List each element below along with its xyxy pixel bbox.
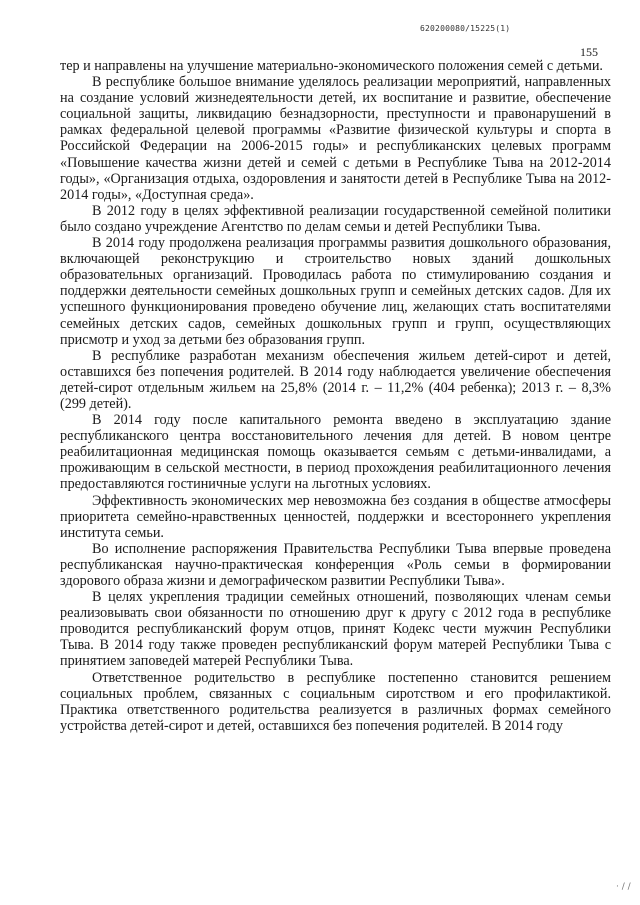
paragraph: В 2014 году после капитального ремонта введено в эксплуатацию здание республиканского центра восстановительного лечения для детей. В новом центре реабилитационная медицинская помощь оказывается семьям с детьми-инвалидами, а проживающим в сельской местности, в период прохождения реабилитационного лечения предоставляются гостиничные услуги на льготных условиях. (60, 412, 611, 493)
document-body (60, 58, 611, 734)
paragraph: В целях укрепления традиции семейных отношений, позволяющих членам семьи реализовывать свои обязанности по отношению друг к другу с 2012 года в республике проводится республиканский форум отцов, принят Кодекс чести мужчин Республики Тыва. В 2014 году также проведен республиканский форум матерей Республики Тыва с принятием заповедей матерей Республики Тыва. (60, 589, 611, 670)
paragraph: Эффективность экономических мер невозможна без создания в обществе атмосферы приоритета семейно-нравственных ценностей, поддержки и всестороннего укрепления института семьи. (60, 492, 611, 541)
paragraph: Ответственное родительство в республике постепенно становится решением социальных проблем, связанных с социальным сиротством и его профилактикой. Практика ответственного родительства реализуется в различных формах семейного устройства детей-сирот и детей, оставшихся без попечения родителей. В 2014 году (60, 669, 611, 734)
paragraph: В 2014 году продолжена реализация программы развития дошкольного образования, включающей реконструкцию и строительство новых зданий дошкольных образовательных организаций. Проводилась работа по стимулированию создания и поддержки деятельности семейных дошкольных групп и семейных детских садов. Для их успешного функционирования проведено обучение лиц, желающих стать воспитателями семейных детских садов, семейных дошкольных групп и групп, осуществляющих присмотр и уход за детьми без образования групп. (60, 235, 611, 348)
scan-mark: · / / (616, 882, 631, 892)
paragraph: В республике разработан механизм обеспечения жильем детей-сирот и детей, оставшихся без попечения родителей. В 2014 году наблюдается увеличение обеспечения детей-сирот отдельным жильем на 25,8% (2014 г. – 11,2% (404 ребенка); 2013 г. – 8,3% (299 детей). (60, 347, 611, 412)
page-number: 155 (580, 45, 598, 59)
document-id: 620200080/15225(1) (420, 24, 511, 33)
paragraph: В 2012 году в целях эффективной реализации государственной семейной политики было создано учреждение Агентство по делам семьи и детей Республики Тыва. (60, 202, 611, 235)
paragraph: В республике большое внимание уделялось реализации мероприятий, направленных на создание условий жизнедеятельности детей, их воспитание и развитие, обеспечение социальной защиты, ликвидацию безнадзорности, преступности и правонарушений в рамках федеральной целевой программы «Развитие физической культуры и спорта в Российской Федерации на 2006-2015 годы» и республиканских целевых программ «Повышение качества жизни детей и семей с детьми в Республике Тыва на 2012-2014 годы», «Организация отдыха, оздоровления и занятости детей в Республике Тыва на 2012-2014 годы», «Доступная среда». (60, 74, 611, 203)
paragraph-continuation: тер и направлены на улучшение материально-экономического положения семей с детьми. (60, 58, 603, 74)
paragraph: Во исполнение распоряжения Правительства Республики Тыва впервые проведена республиканская научно-практическая конференция «Роль семьи в формировании здорового образа жизни и демографическом развитии Республики Тыва». (60, 540, 611, 589)
